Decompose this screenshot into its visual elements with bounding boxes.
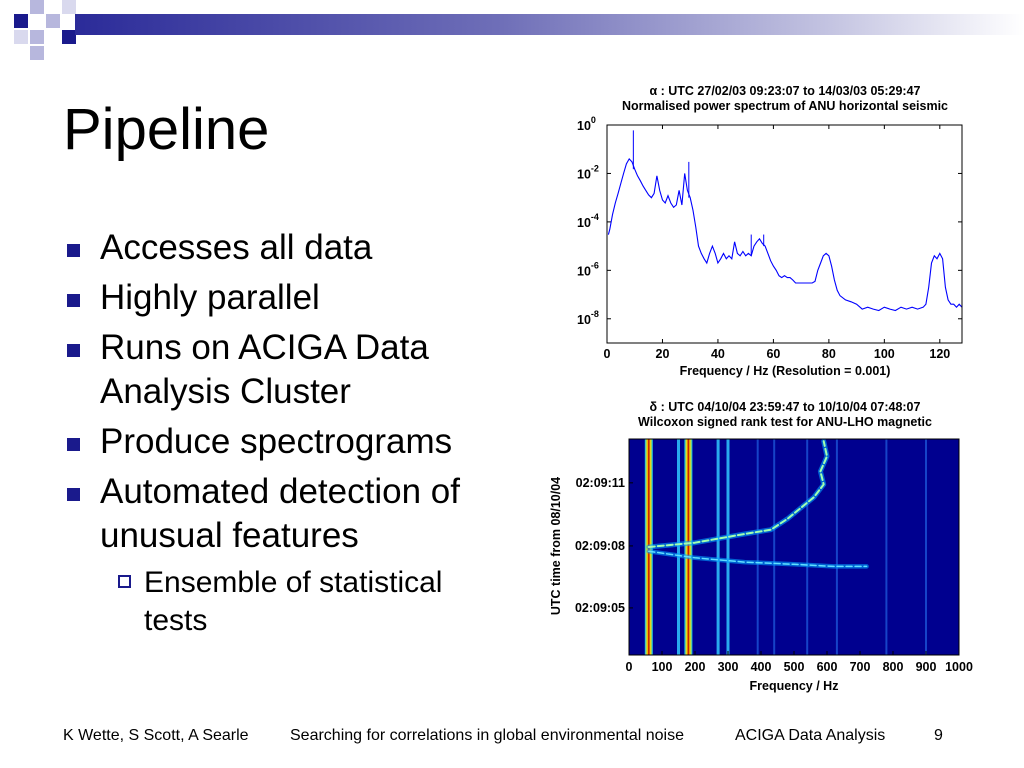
- y-tick-label: $10^0$: [577, 115, 596, 133]
- spectrum-x-axis-label: Frequency / Hz (Resolution = 0.001): [679, 364, 891, 378]
- x-tick-label: 700: [849, 660, 871, 674]
- footer-page-number: 9: [934, 727, 943, 744]
- y-tick-label: $10^{-2}$: [577, 163, 599, 182]
- chart-title-line: δ : UTC 04/10/04 23:59:47 to 10/10/04 07:48:07: [649, 400, 921, 414]
- heatmap-line-medium: [727, 439, 730, 655]
- x-tick-label: 60: [766, 347, 781, 361]
- y-tick-label: 02:09:08: [574, 538, 625, 553]
- heatmap-line-weak: [806, 439, 808, 655]
- heatmap-line-weak: [836, 439, 838, 655]
- y-tick-label: 02:09:05: [574, 600, 625, 615]
- y-tick-label: $10^{-4}$: [577, 211, 599, 230]
- x-tick-label: 400: [750, 660, 772, 674]
- sub-bullet-text: Ensemble of statistical tests: [144, 566, 443, 637]
- y-tick-label: 02:09:11: [575, 475, 625, 490]
- x-tick-label: 40: [710, 347, 725, 361]
- heatmap-x-axis-label: Frequency / Hz: [749, 679, 839, 693]
- chart-subtitle-line: Normalised power spectrum of ANU horizontal seismic: [622, 99, 948, 113]
- heatmap-line-weak: [757, 439, 759, 655]
- x-tick-label: 600: [816, 660, 838, 674]
- x-tick-label: 900: [915, 660, 937, 674]
- heatmap-line-medium: [677, 439, 680, 655]
- heatmap-line-medium: [717, 439, 720, 655]
- y-tick-label: $10^{-8}$: [577, 308, 599, 327]
- x-tick-label: 100: [651, 660, 673, 674]
- bullet-text: Runs on ACIGA Data Analysis Cluster: [100, 328, 429, 411]
- x-tick-label: 120: [929, 347, 951, 361]
- x-tick-label: 100: [873, 347, 895, 361]
- footer-authors: K Wette, S Scott, A Searle: [63, 727, 249, 744]
- x-tick-label: 200: [684, 660, 706, 674]
- heatmap-y-axis-label: UTC time from 08/10/04: [549, 476, 563, 616]
- bullet-text: Automated detection of unusual features: [100, 472, 460, 555]
- x-tick-label: 300: [717, 660, 739, 674]
- x-tick-label: 800: [882, 660, 904, 674]
- x-tick-label: 20: [655, 347, 670, 361]
- bullet-text: Accesses all data: [100, 228, 373, 267]
- heatmap-line-weak: [925, 439, 927, 655]
- x-tick-label: 80: [821, 347, 836, 361]
- heatmap-line-strong: [684, 439, 692, 655]
- footer-group: ACIGA Data Analysis: [735, 727, 886, 744]
- heatmap-line-weak: [773, 439, 775, 655]
- slide-title: Pipeline: [63, 97, 270, 162]
- chart-title-line: α : UTC 27/02/03 09:23:07 to 14/03/03 05:29:47: [649, 84, 921, 98]
- bullet-text: Highly parallel: [100, 278, 320, 317]
- footer-talk-title: Searching for correlations in global environmental noise: [290, 727, 684, 744]
- bullet-text: Produce spectrograms: [100, 422, 453, 461]
- x-tick-label: 0: [603, 347, 611, 361]
- chart-subtitle-line: Wilcoxon signed rank test for ANU-LHO magnetic: [638, 415, 932, 429]
- x-tick-label: 0: [625, 660, 633, 674]
- y-tick-label: $10^{-6}$: [577, 260, 599, 279]
- x-tick-label: 500: [783, 660, 805, 674]
- x-tick-label: 1000: [945, 660, 973, 674]
- heatmap-line-weak: [885, 439, 887, 655]
